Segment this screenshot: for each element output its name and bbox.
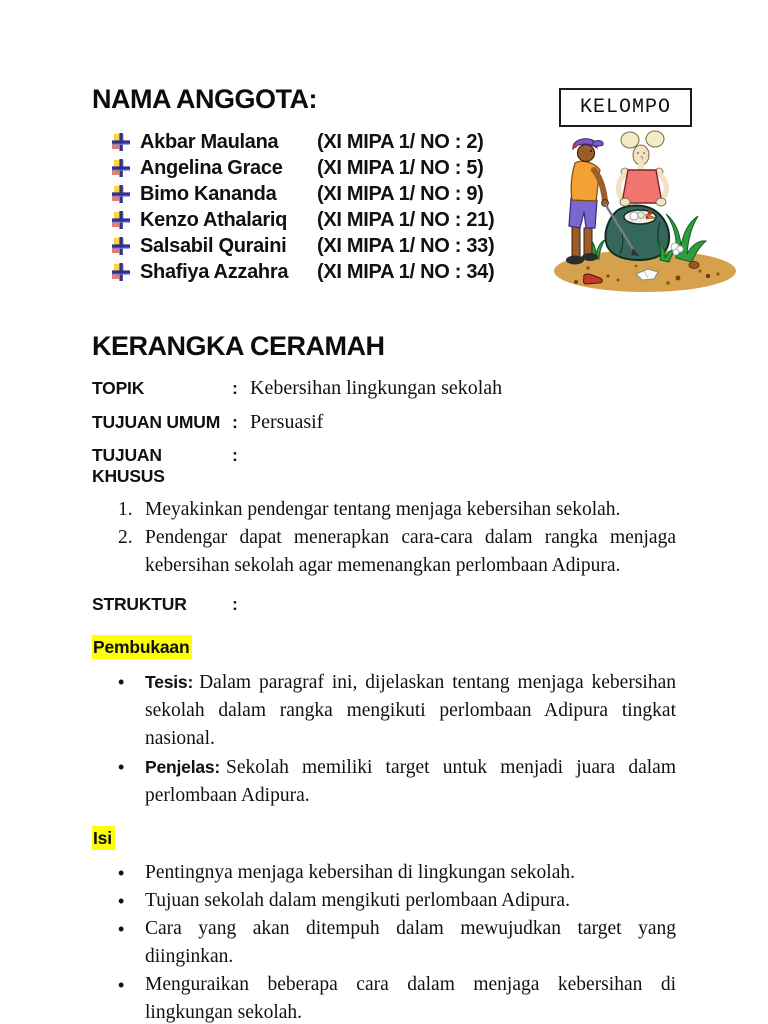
tujuan-khusus-list	[92, 496, 676, 580]
bullet-body: Dalam paragraf ini, dijelaskan tentang menjaga kebersihan sekolah dalam rangka mengikuti perlombaan Adipura tingkat nasional.	[145, 672, 676, 749]
plus-cross-bullet-icon	[112, 133, 140, 151]
pembukaan-bullets	[92, 668, 676, 810]
bullet-dot: •	[118, 919, 125, 939]
member-name: Kenzo Athalariq	[140, 208, 287, 231]
field-label: STRUKTUR	[92, 594, 187, 614]
isi-highlight: Isi	[92, 826, 115, 850]
isi-heading-row	[92, 826, 676, 850]
bullet-item	[92, 753, 676, 810]
member-class: (XI MIPA 1/ NO : 5)	[317, 156, 484, 179]
field-topik	[92, 377, 676, 402]
bullet-text	[145, 668, 676, 753]
pembukaan-heading-row	[92, 635, 676, 659]
member-class: (XI MIPA 1/ NO : 21)	[317, 208, 495, 231]
bullet-body: Sekolah memiliki target untuk menjadi juara dalam perlombaan Adipura.	[145, 757, 676, 806]
field-value: Persuasif	[250, 411, 324, 433]
field-tujuan-khusus	[92, 445, 676, 487]
bullet-dot: •	[118, 672, 125, 692]
bullet-text: Pentingnya menjaga kebersihan di lingkungan sekolah.	[145, 862, 575, 883]
bullet-label: Penjelas:	[145, 757, 221, 777]
bullet-item	[92, 668, 676, 753]
member-name: Shafiya Azzahra	[140, 260, 289, 283]
member-class: (XI MIPA 1/ NO : 34)	[317, 260, 495, 283]
field-colon: :	[232, 594, 238, 614]
member-class: (XI MIPA 1/ NO : 9)	[317, 182, 484, 205]
field-label: TUJUAN UMUM	[92, 412, 221, 432]
isi-bullets	[92, 859, 676, 1024]
bullet-text: Cara yang akan ditempuh dalam mewujudkan target yang diinginkan.	[145, 918, 676, 967]
bullet-item	[92, 971, 676, 1024]
field-tujuan-umum	[92, 411, 676, 436]
field-struktur	[92, 594, 676, 619]
bullet-label: Tesis:	[145, 672, 194, 692]
plus-cross-bullet-icon	[112, 237, 140, 255]
item-text: Meyakinkan pendengar tentang menjaga kebersihan sekolah.	[145, 499, 621, 520]
field-label: TOPIK	[92, 378, 145, 398]
item-number: 1.	[118, 499, 133, 520]
bullet-text: Tujuan sekolah dalam mengikuti perlombaan Adipura.	[145, 890, 570, 911]
members-title: NAMA ANGGOTA:	[92, 84, 317, 114]
group-label: KELOMPO	[579, 96, 671, 119]
plus-cross-bullet-icon	[112, 263, 140, 281]
field-colon: :	[232, 378, 238, 398]
bullet-text: Menguraikan beberapa cara dalam menjaga kebersihan di lingkungan sekolah.	[145, 974, 676, 1023]
bullet-dot: •	[118, 975, 125, 995]
pembukaan-highlight: Pembukaan	[92, 635, 192, 659]
bullet-item	[92, 915, 676, 971]
field-label: TUJUAN KHUSUS	[92, 445, 165, 486]
member-name: Angelina Grace	[140, 156, 283, 179]
member-class: (XI MIPA 1/ NO : 33)	[317, 234, 495, 257]
bullet-item	[92, 887, 676, 915]
people-cleaning-trash-clipart-icon	[548, 128, 748, 303]
item-number: 2.	[118, 527, 133, 548]
group-label-box	[559, 88, 692, 127]
bullet-dot: •	[118, 757, 125, 777]
numbered-item	[92, 524, 676, 580]
bullet-dot: •	[118, 863, 125, 883]
plus-cross-bullet-icon	[112, 159, 140, 177]
member-name: Akbar Maulana	[140, 130, 279, 153]
plus-cross-bullet-icon	[112, 211, 140, 229]
field-colon: :	[232, 412, 238, 432]
numbered-item	[92, 496, 676, 524]
plus-cross-bullet-icon	[112, 185, 140, 203]
bullet-dot: •	[118, 891, 125, 911]
field-colon: :	[232, 445, 238, 465]
item-text: Pendengar dapat menerapkan cara-cara dalam rangka menjaga kebersihan sekolah agar memenangkan perlombaan Adipura.	[145, 527, 676, 576]
bullet-item	[92, 859, 676, 887]
member-name: Bimo Kananda	[140, 182, 277, 205]
member-name: Salsabil Quraini	[140, 234, 287, 257]
bullet-text	[145, 753, 676, 810]
field-value: Kebersihan lingkungan sekolah	[250, 377, 503, 399]
outline-title: KERANGKA CERAMAH	[92, 331, 385, 361]
member-class: (XI MIPA 1/ NO : 2)	[317, 130, 484, 153]
